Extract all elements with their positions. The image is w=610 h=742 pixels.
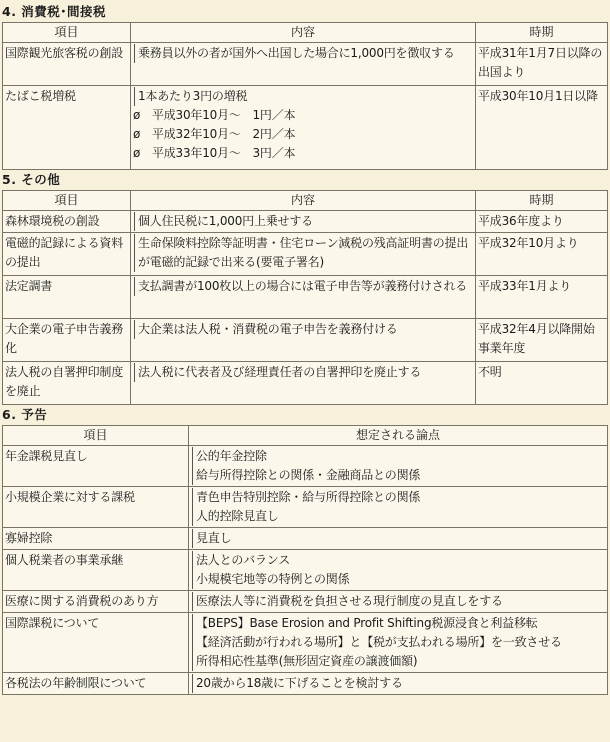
point-line: 小規模宅地等の特例との関係 <box>192 570 349 589</box>
row-points <box>189 487 608 528</box>
header-period: 時期 <box>476 23 608 43</box>
row-item: 法人税の自署押印制度を廃止 <box>3 362 131 405</box>
row-item: 法定調書 <box>3 276 131 319</box>
section5-heading: 5. その他 <box>2 172 61 187</box>
other-table <box>2 190 608 405</box>
row-period: 平成36年度より <box>476 211 608 233</box>
table-row <box>3 487 608 528</box>
table-row <box>3 211 608 233</box>
row-period: 平成33年1月より <box>476 276 608 319</box>
row-period: 平成30年10月1日以降 <box>476 86 608 170</box>
table-row <box>3 528 608 550</box>
forecast-table <box>2 425 608 695</box>
section4-heading: 4. 消費税･間接税 <box>2 4 107 19</box>
header-points: 想定される論点 <box>189 426 608 446</box>
header-content: 内容 <box>131 191 476 211</box>
content-line: 大企業は法人税・消費税の電子申告を義務付ける <box>134 320 398 339</box>
row-item: 森林環境税の創設 <box>3 211 131 233</box>
table-row <box>3 673 608 695</box>
content-line: 生命保険料控除等証明書・住宅ローン減税の残高証明書の提出が電磁的記録で出来る(要電子署名) <box>134 234 473 272</box>
row-period: 平成32年4月以降開始事業年度 <box>476 319 608 362</box>
table-row <box>3 591 608 613</box>
point-line: 法人とのバランス <box>192 551 290 570</box>
row-points <box>189 613 608 673</box>
table-row <box>3 43 608 86</box>
row-item: 小規模企業に対する課税 <box>3 487 189 528</box>
row-content <box>131 211 476 233</box>
row-points <box>189 550 608 591</box>
table-row <box>3 276 608 319</box>
table-row <box>3 362 608 405</box>
consumption-tax-table <box>2 22 608 170</box>
row-content <box>131 233 476 276</box>
point-line: 20歳から18歳に下げることを検討する <box>192 674 403 693</box>
content-line: ø 平成30年10月～ 1円／本 <box>133 108 296 122</box>
point-line: 見直し <box>192 529 231 548</box>
header-item: 項目 <box>3 191 131 211</box>
content-line: 1本あたり3円の増税 <box>134 87 247 106</box>
content-line: ø 平成32年10月～ 2円／本 <box>133 127 296 141</box>
table-row <box>3 233 608 276</box>
row-content <box>131 276 476 319</box>
point-line: 医療法人等に消費税を負担させる現行制度の見直しをする <box>192 592 503 611</box>
row-points <box>189 591 608 613</box>
row-item: 電磁的記録による資料の提出 <box>3 233 131 276</box>
row-points <box>189 528 608 550</box>
header-item: 項目 <box>3 426 189 446</box>
row-content <box>131 362 476 405</box>
row-item: たばこ税増税 <box>3 86 131 170</box>
content-line: 支払調書が100枚以上の場合には電子申告等が義務付けされる <box>134 277 467 296</box>
row-content <box>131 86 476 170</box>
table-row <box>3 446 608 487</box>
point-line: 公的年金控除 <box>192 447 267 466</box>
table-row <box>3 550 608 591</box>
table-row <box>3 86 608 170</box>
row-item: 個人税業者の事業承継 <box>3 550 189 591</box>
row-content <box>131 43 476 86</box>
content-line: ø 平成33年10月～ 3円／本 <box>133 146 296 160</box>
row-points <box>189 446 608 487</box>
row-item: 大企業の電子申告義務化 <box>3 319 131 362</box>
row-item: 国際観光旅客税の創設 <box>3 43 131 86</box>
header-item: 項目 <box>3 23 131 43</box>
section6-heading: 6. 予告 <box>2 407 48 422</box>
row-item: 国際課税について <box>3 613 189 673</box>
point-line: 【BEPS】Base Erosion and Profit Shifting税源浸食と利益移転 <box>192 614 538 633</box>
point-line: 青色申告特別控除・給与所得控除との関係 <box>192 488 420 507</box>
content-line: 個人住民税に1,000円上乗せする <box>134 212 313 231</box>
header-period: 時期 <box>476 191 608 211</box>
row-item: 寡婦控除 <box>3 528 189 550</box>
content-line: 乗務員以外の者が国外へ出国した場合に1,000円を徴収する <box>134 44 455 63</box>
row-points <box>189 673 608 695</box>
row-period: 平成32年10月より <box>476 233 608 276</box>
header-content: 内容 <box>131 23 476 43</box>
point-line: 【経済活動が行われる場所】と【税が支払われる場所】を一致させる <box>192 633 562 652</box>
row-content <box>131 319 476 362</box>
point-line: 所得相応性基準(無形固定資産の譲渡価額) <box>192 652 417 671</box>
row-period: 不明 <box>476 362 608 405</box>
table-row <box>3 613 608 673</box>
point-line: 給与所得控除との関係・金融商品との関係 <box>192 466 420 485</box>
row-period: 平成31年1月7日以降の出国より <box>476 43 608 86</box>
row-item: 医療に関する消費税のあり方 <box>3 591 189 613</box>
point-line: 人的控除見直し <box>192 507 279 526</box>
content-line: 法人税に代表者及び経理責任者の自署押印を廃止する <box>134 363 421 382</box>
row-item: 各税法の年齢制限について <box>3 673 189 695</box>
table-row <box>3 319 608 362</box>
row-item: 年金課税見直し <box>3 446 189 487</box>
